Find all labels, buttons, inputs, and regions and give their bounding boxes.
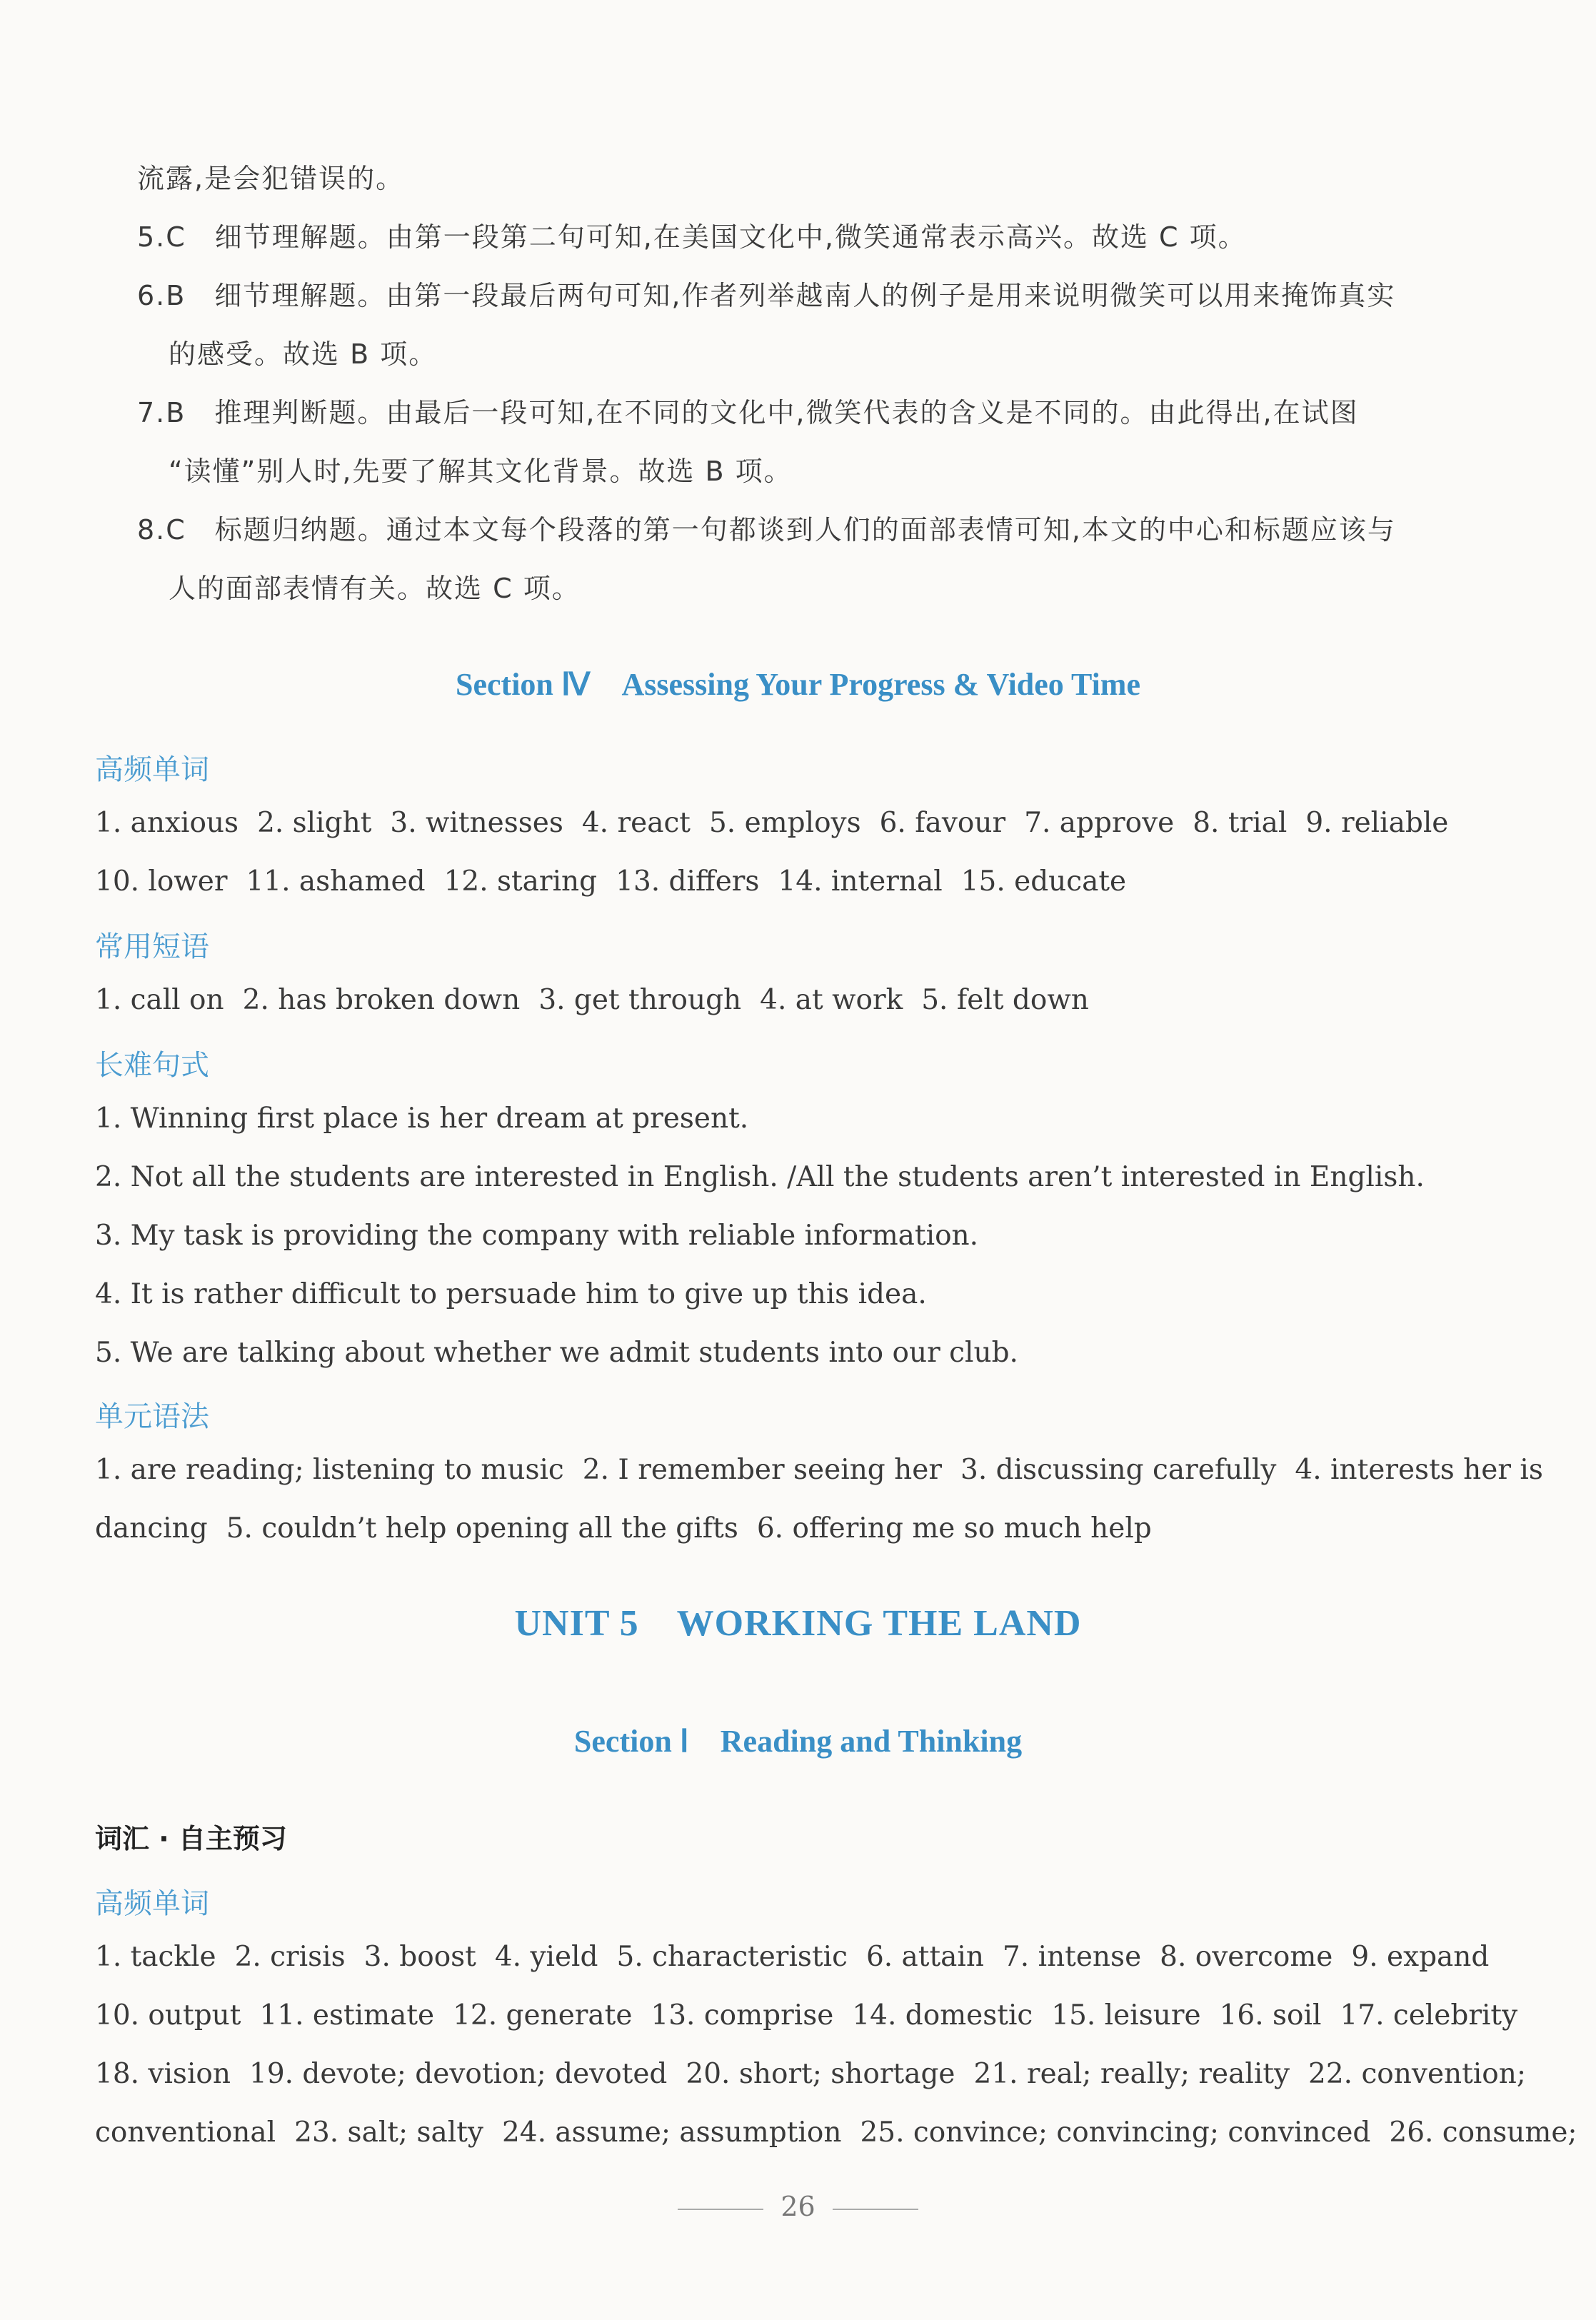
- high-frequency-words-label: 高频单词: [95, 1887, 209, 1920]
- word-item: 9. expand: [1351, 1941, 1490, 1973]
- word-item: 10. output: [95, 1999, 241, 2032]
- word-item: 11. estimate: [259, 1999, 435, 2032]
- word-list-line: [95, 2116, 1596, 2149]
- word-item: 5. characteristic: [616, 1941, 848, 1973]
- footer-rule-right: [833, 2209, 918, 2210]
- answer-line: 5.C 细节理解题。由第一段第二句可知,在美国文化中,微笑通常表示高兴。故选 C 项。: [137, 221, 1247, 253]
- phrase-item: 1. call on: [95, 984, 224, 1016]
- high-frequency-words-label: 高频单词: [95, 753, 209, 786]
- answer-line: 人的面部表情有关。故选 C 项。: [169, 573, 581, 604]
- section-heading: Section Ⅰ Reading and Thinking: [573, 1724, 1023, 1759]
- word-item: 24. assume; assumption: [501, 2116, 842, 2149]
- sentence-line: 1. Winning first place is her dream at present.: [95, 1103, 749, 1135]
- phrase-list-line: [95, 984, 1108, 1016]
- word-item: 3. witnesses: [390, 807, 563, 839]
- grammar-item: 6. offering me so much help: [756, 1512, 1152, 1545]
- grammar-line: [95, 1454, 1562, 1486]
- phrase-item: 4. at work: [760, 984, 903, 1016]
- answer-line: 7.B 推理判断题。由最后一段可知,在不同的文化中,微笑代表的含义是不同的。由此得出,在试图: [137, 397, 1359, 428]
- footer-rule-left: [678, 2209, 763, 2210]
- word-list-line: [95, 2058, 1545, 2090]
- word-item: 7. approve: [1024, 807, 1175, 839]
- word-item: 14. internal: [778, 865, 943, 898]
- vocabulary-preview-label: 词汇 · 自主预习: [95, 1823, 287, 1854]
- word-item: 11. ashamed: [246, 865, 426, 898]
- phrase-item: 5. felt down: [921, 984, 1089, 1016]
- page-number: 26: [781, 2191, 815, 2222]
- unit-grammar-label: 单元语法: [95, 1400, 209, 1433]
- grammar-item: 3. discussing carefully: [960, 1454, 1277, 1486]
- word-item: 2. slight: [257, 807, 372, 839]
- word-item: 18. vision: [95, 2058, 231, 2090]
- grammar-line: [95, 1512, 1170, 1545]
- grammar-item: 4. interests her is: [1295, 1454, 1543, 1486]
- sentence-line: 3. My task is providing the company with reliable information.: [95, 1220, 979, 1252]
- common-phrases-label: 常用短语: [95, 930, 209, 963]
- word-item: 8. trial: [1193, 807, 1288, 839]
- answer-line: 8.C 标题归纳题。通过本文每个段落的第一句都谈到人们的面部表情可知,本文的中心和标题应该与: [137, 514, 1396, 546]
- word-item: 9. reliable: [1305, 807, 1449, 839]
- word-item: 7. intense: [1002, 1941, 1142, 1973]
- word-item: 10. lower: [95, 865, 228, 898]
- answer-line: “读懂”别人时,先要了解其文化背景。故选 B 项。: [169, 456, 793, 487]
- sentence-line: 4. It is rather difficult to persuade him to give up this idea.: [95, 1278, 927, 1310]
- word-item: 20. short; shortage: [686, 2058, 955, 2090]
- word-item: 15. leisure: [1051, 1999, 1201, 2032]
- word-item: 4. react: [581, 807, 691, 839]
- word-item: 19. devote; devotion; devoted: [249, 2058, 668, 2090]
- word-item: 4. yield: [494, 1941, 598, 1973]
- word-item: 3. boost: [363, 1941, 476, 1973]
- word-item: 15. educate: [960, 865, 1127, 898]
- long-sentences-label: 长难句式: [95, 1049, 209, 1082]
- word-item: 6. attain: [865, 1941, 984, 1973]
- grammar-item: dancing: [95, 1512, 208, 1545]
- word-item: 22. convention;: [1308, 2058, 1527, 2090]
- word-item: 5. employs: [708, 807, 861, 839]
- word-list-line: [95, 865, 1145, 898]
- answer-line: 流露,是会犯错误的。: [137, 163, 405, 194]
- word-item: 13. comprise: [651, 1999, 834, 2032]
- word-item: 21. real; really; reality: [973, 2058, 1290, 2090]
- word-item: 25. convince; convincing; convinced: [860, 2116, 1371, 2149]
- sentence-line: 5. We are talking about whether we admit students into our club.: [95, 1337, 1018, 1369]
- word-item: 8. overcome: [1160, 1941, 1333, 1973]
- word-item: 16. soil: [1219, 1999, 1322, 2032]
- word-item: 12. staring: [443, 865, 598, 898]
- word-item: 2. crisis: [234, 1941, 346, 1973]
- word-item: 17. celebrity: [1340, 1999, 1518, 2032]
- word-item: 26. consume;: [1389, 2116, 1577, 2149]
- word-item: 23. salt; salty: [294, 2116, 483, 2149]
- answer-line: 的感受。故选 B 项。: [169, 338, 438, 370]
- unit-heading: UNIT 5 WORKING THE LAND: [514, 1603, 1082, 1644]
- word-list-line: [95, 807, 1467, 839]
- page-footer: [0, 2191, 1596, 2222]
- word-item: 1. tackle: [95, 1941, 216, 1973]
- grammar-item: 1. are reading; listening to music: [95, 1454, 564, 1486]
- word-list-line: [95, 1999, 1536, 2032]
- word-item: 14. domestic: [852, 1999, 1033, 2032]
- word-item: 1. anxious: [95, 807, 239, 839]
- sentence-line: 2. Not all the students are interested in English. /All the students aren’t interested in English.: [95, 1161, 1425, 1193]
- grammar-item: 2. I remember seeing her: [582, 1454, 943, 1486]
- word-item: conventional: [95, 2116, 276, 2149]
- phrase-item: 2. has broken down: [242, 984, 521, 1016]
- grammar-item: 5. couldn’t help opening all the gifts: [226, 1512, 738, 1545]
- word-item: 12. generate: [453, 1999, 633, 2032]
- word-item: 6. favour: [879, 807, 1006, 839]
- word-list-line: [95, 1941, 1507, 1973]
- word-item: 13. differs: [616, 865, 760, 898]
- phrase-item: 3. get through: [538, 984, 742, 1016]
- section-heading: Section Ⅳ Assessing Your Progress & Video Time: [456, 667, 1140, 702]
- answer-line: 6.B 细节理解题。由第一段最后两句可知,作者列举越南人的例子是用来说明微笑可以用来掩饰真实: [137, 280, 1396, 311]
